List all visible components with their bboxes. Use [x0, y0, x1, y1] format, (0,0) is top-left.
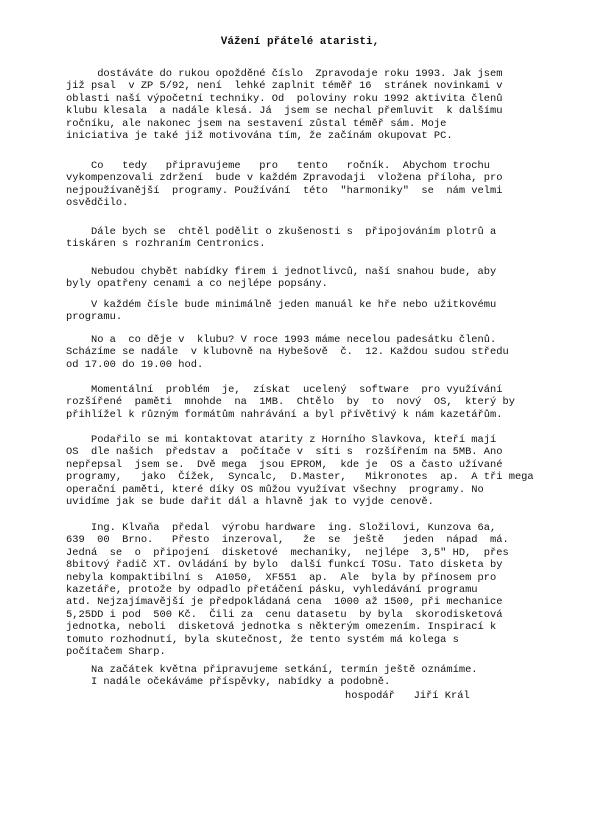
paragraph-closing: Na začátek května připravujeme setkání, termín ještě oznámíme. I nadále očekáváme příspěvky, nabídky a podobně.	[90, 664, 478, 689]
paragraph-club: No a co děje v klubu? V roce 1993 máme necelou padesátku členů. Scházíme se nadále v klubovně na Hybešově č. 12. Každou sudou středu od 17.00 do 19.00 hod.	[66, 334, 509, 371]
paragraph-plans: Co tedy připravujeme pro tento ročník. Abychom trochu vykompenzovali zdržení bude v každém Zpravodaji vložena příloha, pro nejpoužívanější programy. Používání této "harmoniky" se nám velmi osvědčilo.	[66, 160, 503, 210]
salutation: Vážení přátelé ataristi,	[220, 36, 380, 48]
paragraph-plotters: Dále bych se chtěl podělit o zkušenosti s připojováním plotrů a tiskáren s rozhraním Centronics.	[66, 226, 497, 251]
paragraph-intro: dostáváte do rukou opožděné číslo Zpravodaje roku 1993. Jak jsem již psal v ZP 5/92, není lehké zaplnit téměř 16 stránek novinkami v oblasti naší výpočetní techniky. Od poloviny roku 1992 aktivita členů klubu klesala a nadále klesá. Já jsem se nechal přemluvit k dalšímu ročníku, ale nakonec jsem na sestavení zůstal téměř sám. Moje iniciativa je také již motivována tím, že začínám okupovat PC.	[66, 68, 503, 143]
paragraph-hardware: Ing. Klvaňa předal výrobu hardware ing. Složilovi, Kunzova 6a, 639 00 Brno. Přesto inzeroval, že se ještě jeden nápad má. Jedná se o připojení disketové mechaniky, nejlépe 3,5" HD, přes 8bitový řadič XT. Ovládání by bylo další funkcí TOSu. Tato disketa by nebyla kompaktibilní s A1050, XF551 ap. Ale byla by přínosem pro kazetáře, protože by odpadlo přetáčení pásku, vyhledávání programu atd. Nejzajímavější je předpokládaná cena 1000 až 1500, při mechanice 5,25DD i pod 500 Kč. Čili za cenu datasetu by byla skorodisketová jednotka, neboli disketová jednotka s některým omezením. Inspirací k tomuto rozhodnutí, byla skutečnost, že tento systém má kolega s počítačem Sharp.	[66, 522, 509, 659]
signature: hospodář Jiří Král	[345, 690, 470, 702]
paragraph-manuals: V každém čísle bude minimálně jeden manuál ke hře nebo užitkovému programu.	[66, 299, 497, 324]
paragraph-offers: Nebudou chybět nabídky firem i jednotlivců, naší snahou bude, aby byly opatřeny cenami a co nejlépe popsány.	[66, 266, 497, 291]
paragraph-slavkov: Podařilo se mi kontaktovat atarity z Horního Slavkova, kteří mají OS dle našich představ a počítače v síti s rozšířením na 5MB. Ano nepřepsal jsem se. Dvě mega jsou EPROM, kde je OS a často užívané programy, jako Čížek, Syncalc, D.Master, Mikronotes ap. A tři mega operační paměti, které díky OS můžou využívat všechny programy. No uvidíme jak se bude dařit dál a hlavně jak to vyjde cenově.	[66, 434, 534, 509]
paragraph-memory: Momentální problém je, získat ucelený software pro využívání rozšířené paměti mnohde na 1MB. Chtělo by to nový OS, který by přihlížel k různým formátům nahrávání a byl přívětivý k nám kazetářům.	[66, 384, 515, 421]
